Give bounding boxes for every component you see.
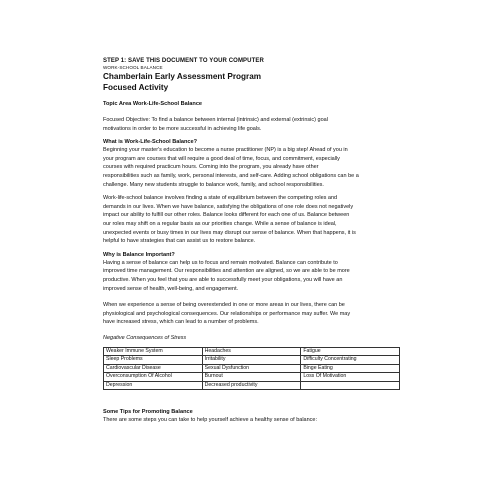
section-heading-tips: Some Tips for Promoting Balance bbox=[103, 408, 193, 415]
table-cell: Difficulty Concentrating bbox=[301, 356, 400, 364]
table-cell bbox=[301, 381, 400, 389]
document-title: Chamberlain Early Assessment Program bbox=[103, 72, 262, 81]
table-cell: Sleep Problems bbox=[104, 356, 203, 364]
table-cell: Binge Eating bbox=[301, 364, 400, 372]
table-cell: Headaches bbox=[202, 347, 301, 355]
table-row bbox=[104, 347, 400, 355]
table-row bbox=[104, 364, 400, 372]
stress-consequences-table bbox=[103, 347, 400, 390]
step-instruction: STEP 1: SAVE THIS DOCUMENT TO YOUR COMPUTER bbox=[103, 58, 264, 64]
table-row bbox=[104, 373, 400, 381]
topic-area: Topic Area Work-Life-School Balance bbox=[103, 101, 203, 107]
section1-paragraph-1: Beginning your master's education to become a nurse practitioner (NP) is a big step! Ahead of you in your program are courses that will require a good deal of time, focus, and commitment, especially courses with required practicum hours. Coming into the program, you already have other responsibilities such as family, work, personal interests, and self-care. Adding school obligations can be a challenge. Many new students struggle to balance work, family, and school responsibilities. bbox=[103, 147, 359, 188]
table-cell: Cardiovascular Disease bbox=[104, 364, 203, 372]
section2-paragraph-2: When we experience a sense of being overextended in one or more areas in our lives, there can be physiological and psychological consequences. Our relationships or performance may suffer. We may have increased stress, which can lead to a number of problems. bbox=[103, 302, 351, 326]
section-heading-balance: What is Work-Life-School Balance? bbox=[103, 139, 198, 146]
table-row bbox=[104, 356, 400, 364]
table-cell: Overconsumption Of Alcohol bbox=[104, 373, 203, 381]
document-content bbox=[103, 58, 403, 425]
table-caption: Negative Consequences of Stress bbox=[103, 334, 187, 341]
section1-paragraph-2: Work-life-school balance involves finding a state of equilibrium between the competing roles and demands in our lives. When we have balance, satisfying the obligations of one role does not negatively impact our ability to fulfill our other roles. Balance looks different for each one of us. Balance between our roles may shift on a regular basis as our priorities change. While a sense of balance is ideal, unexpected events or busy times in our lives may disrupt our sense of balance. When that happens, it is helpful to have strategies that can assist us to restore balance. bbox=[103, 195, 356, 245]
table-cell: Irritability bbox=[202, 356, 301, 364]
section3-paragraph: There are some steps you can take to help yourself achieve a healthy sense of balance: bbox=[103, 416, 318, 423]
section-heading-importance: Why is Balance Important? bbox=[103, 251, 175, 258]
focused-objective: Focused Objective: To find a balance between internal (intrinsic) and external (extrinsic) goal motivations in order to be more successful in achieving life goals. bbox=[103, 117, 328, 132]
table-row bbox=[104, 381, 400, 389]
section2-paragraph-1: Having a sense of balance can help us to focus and remain motivated. Balance can contribute to improved time management. Our responsibilities and attention are aligned, so we are able to be more productive. When you feel that you are able to successfully meet your obligations, you will have an improved sense of health, well-being, and engagement. bbox=[103, 259, 350, 292]
document-subtitle: WORK-SCHOOL BALANCE bbox=[103, 65, 163, 70]
table-cell: Depression bbox=[104, 381, 203, 389]
table-cell: Weaker Immune System bbox=[104, 347, 203, 355]
table-cell: Fatigue bbox=[301, 347, 400, 355]
table-cell: Sexual Dysfunction bbox=[202, 364, 301, 372]
document-title-2: Focused Activity bbox=[103, 83, 169, 92]
table-cell: Decreased productivity bbox=[202, 381, 301, 389]
table-cell: Burnout bbox=[202, 373, 301, 381]
table-cell: Loss Of Motivation bbox=[301, 373, 400, 381]
